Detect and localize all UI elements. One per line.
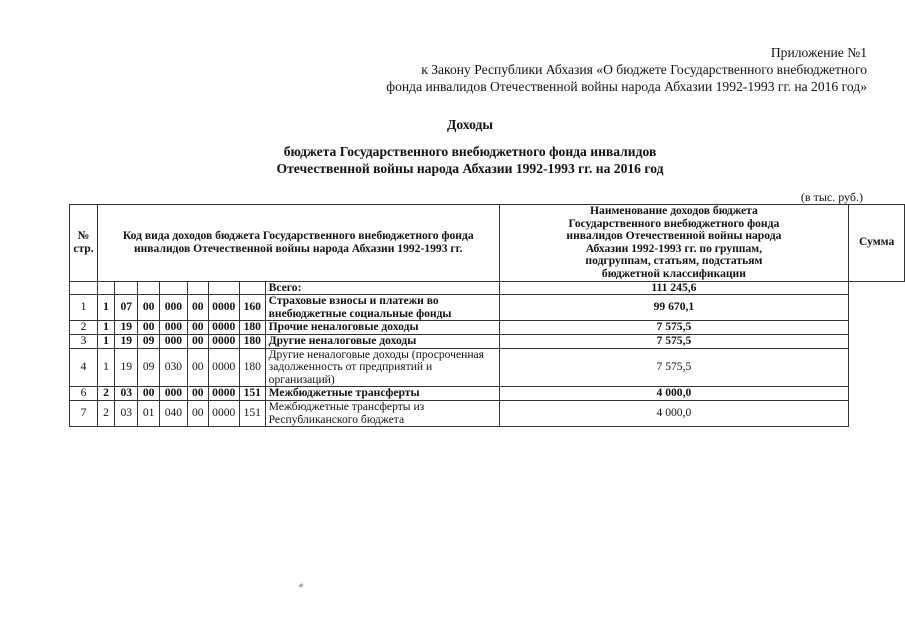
code-segment-1: 1 xyxy=(97,348,114,387)
header-sum: Сумма xyxy=(849,205,905,282)
annex-law-line-1: к Закону Республики Абхазия «О бюджете Государственного внебюджетного xyxy=(421,62,867,77)
code-segment-3: 09 xyxy=(138,348,159,387)
revenue-sum: 7 575,5 xyxy=(499,348,849,387)
table-header-row xyxy=(70,205,905,282)
code-segment-5: 00 xyxy=(187,387,208,401)
header-revenue-code: Код вида доходов бюджета Государственного внебюджетного фонда инвалидов Отечественной войны народа Абхазии 1992-1993 гг. xyxy=(97,205,499,282)
code-segment-1: 2 xyxy=(97,387,114,401)
table-body xyxy=(70,295,905,427)
code-segment-4: 000 xyxy=(159,334,187,348)
annex-number: Приложение №1 xyxy=(770,45,867,60)
row-number: 3 xyxy=(70,334,98,348)
header-revenue-name: Наименование доходов бюджета Государственного внебюджетного фонда инвалидов Отечественной войны народа Абхазии 1992-1993 гг. по группам, подгруппам, статьям, подстатьям бюджетной классификации xyxy=(499,205,849,282)
code-segment-6: 0000 xyxy=(208,400,239,426)
code-segment-2: 19 xyxy=(115,321,138,335)
units-label: (в тыс. руб.) xyxy=(800,190,863,204)
code-segment-4: 000 xyxy=(159,321,187,335)
revenue-name: Прочие неналоговые доходы xyxy=(265,321,499,335)
code-segment-7: 180 xyxy=(239,334,265,348)
code-segment-3: 00 xyxy=(138,321,159,335)
code-segment-6: 0000 xyxy=(208,387,239,401)
table-row xyxy=(70,334,905,348)
revenue-sum: 7 575,5 xyxy=(499,321,849,335)
code-segment-5: 00 xyxy=(187,334,208,348)
document-subtitle xyxy=(0,143,905,177)
code-segment-2: 03 xyxy=(115,400,138,426)
revenue-table xyxy=(69,204,905,427)
code-segment-6: 0000 xyxy=(208,334,239,348)
row-number: 1 xyxy=(70,295,98,321)
code-segment-3: 01 xyxy=(138,400,159,426)
revenue-sum: 99 670,1 xyxy=(499,295,849,321)
code-segment-6: 0000 xyxy=(208,321,239,335)
header-row-number: № стр. xyxy=(70,205,98,282)
code-segment-1: 1 xyxy=(97,334,114,348)
code-segment-5: 00 xyxy=(187,321,208,335)
revenue-name: Другие неналоговые доходы (просроченная задолженность от предприятий и организаций) xyxy=(265,348,499,387)
table-row xyxy=(70,321,905,335)
code-segment-4: 000 xyxy=(159,295,187,321)
row-number: 6 xyxy=(70,387,98,401)
revenue-sum: 4 000,0 xyxy=(499,400,849,426)
code-segment-2: 19 xyxy=(115,348,138,387)
code-segment-5: 00 xyxy=(187,400,208,426)
code-segment-7: 160 xyxy=(239,295,265,321)
revenue-name: Межбюджетные трансферты из Республиканского бюджета xyxy=(265,400,499,426)
scan-speck xyxy=(299,583,304,588)
row-number: 7 xyxy=(70,400,98,426)
revenue-name: Межбюджетные трансферты xyxy=(265,387,499,401)
annex-law-line-2: фонда инвалидов Отечественной войны народа Абхазии 1992-1993 гг. на 2016 год» xyxy=(386,79,867,94)
code-segment-4: 040 xyxy=(159,400,187,426)
revenue-sum: 7 575,5 xyxy=(499,334,849,348)
revenue-name: Страховые взносы и платежи во внебюджетные социальные фонды xyxy=(265,295,499,321)
code-segment-1: 1 xyxy=(97,295,114,321)
total-row xyxy=(70,281,905,295)
total-sum: 111 245,6 xyxy=(499,281,849,295)
row-number: 4 xyxy=(70,348,98,387)
code-segment-7: 151 xyxy=(239,387,265,401)
revenue-sum: 4 000,0 xyxy=(499,387,849,401)
code-segment-5: 00 xyxy=(187,348,208,387)
subtitle-line-2: Отечественной войны народа Абхазии 1992-1993 гг. на 2016 год xyxy=(276,161,664,176)
code-segment-6: 0000 xyxy=(208,295,239,321)
table-row xyxy=(70,348,905,387)
code-segment-3: 00 xyxy=(138,387,159,401)
code-segment-7: 180 xyxy=(239,321,265,335)
code-segment-5: 00 xyxy=(187,295,208,321)
code-segment-2: 19 xyxy=(115,334,138,348)
code-segment-4: 030 xyxy=(159,348,187,387)
document-heading: Доходы xyxy=(447,117,493,132)
row-number: 2 xyxy=(70,321,98,335)
code-segment-7: 151 xyxy=(239,400,265,426)
code-segment-2: 03 xyxy=(115,387,138,401)
code-segment-4: 000 xyxy=(159,387,187,401)
table-row xyxy=(70,387,905,401)
code-segment-3: 00 xyxy=(138,295,159,321)
annex-header xyxy=(386,44,867,95)
code-segment-1: 2 xyxy=(97,400,114,426)
code-segment-3: 09 xyxy=(138,334,159,348)
code-segment-2: 07 xyxy=(115,295,138,321)
total-label: Всего: xyxy=(265,281,499,295)
table-row xyxy=(70,295,905,321)
table-row xyxy=(70,400,905,426)
code-segment-1: 1 xyxy=(97,321,114,335)
subtitle-line-1: бюджета Государственного внебюджетного фонда инвалидов xyxy=(283,144,657,159)
revenue-name: Другие неналоговые доходы xyxy=(265,334,499,348)
code-segment-6: 0000 xyxy=(208,348,239,387)
code-segment-7: 180 xyxy=(239,348,265,387)
